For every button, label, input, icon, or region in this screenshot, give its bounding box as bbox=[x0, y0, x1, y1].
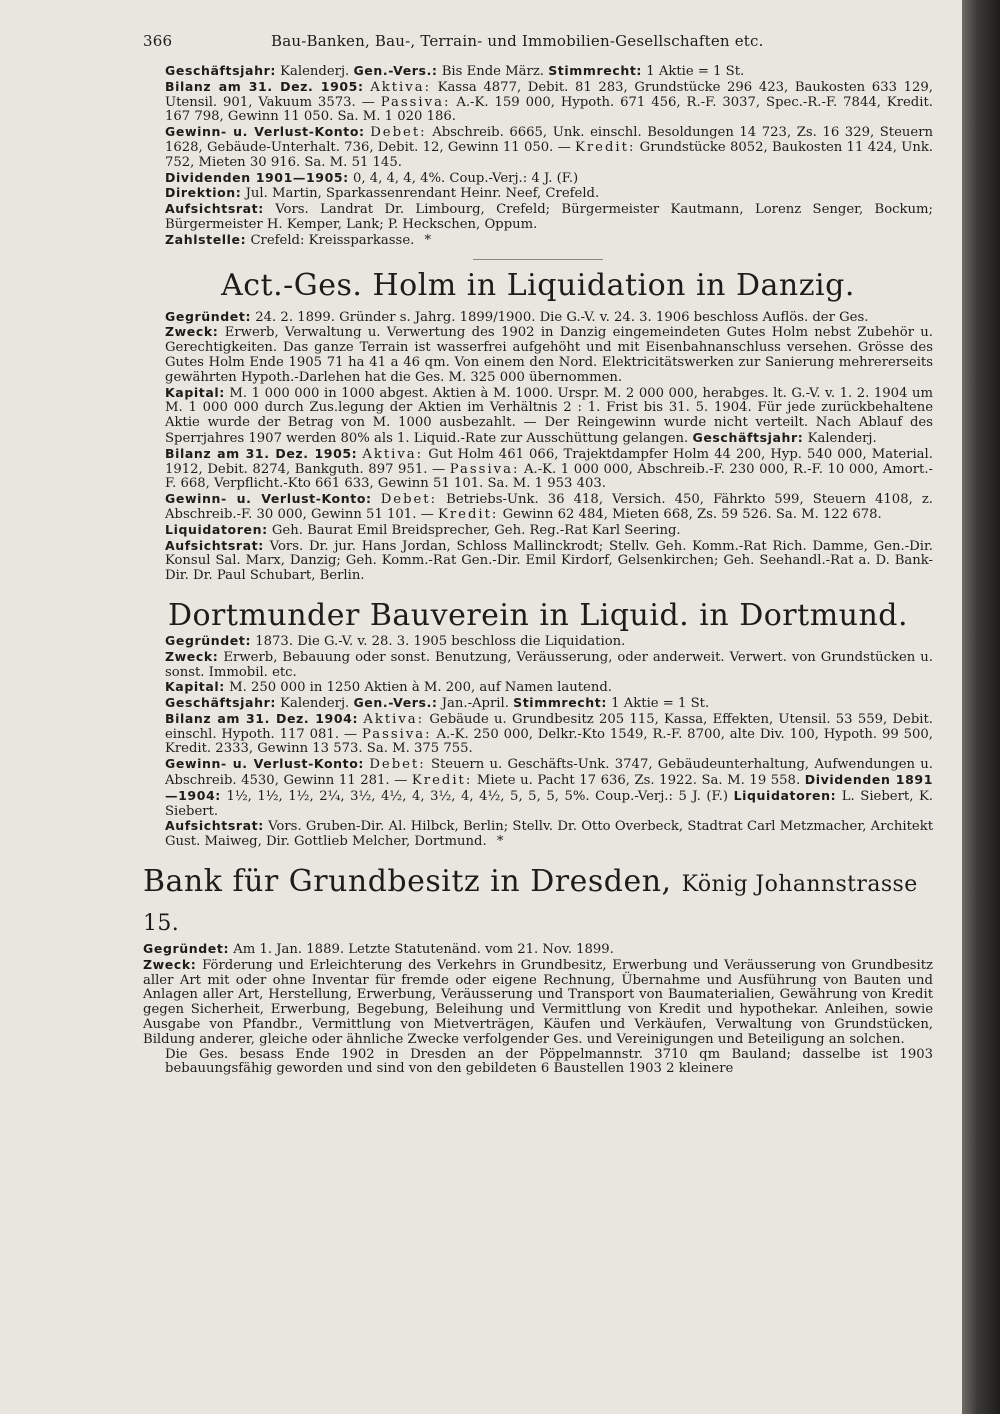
aufsichtsrat-paragraph: Aufsichtsrat: Vors. Dr. jur. Hans Jordan, Schloss Mallinckrodt; Stellv. Geh. Komm.-Rat Rich. Damme, Gen.-Dir. Konsul Sal. Marx, Danzig; Geh. Komm.-Rat Gen.-Dir. Emil Kirdorf, Gelsenkirchen; Geh. Seehandl.-Rat a. D. Bank-Dir. Dr. Paul Schubart, Berlin. bbox=[165, 537, 933, 584]
company-title bbox=[143, 864, 933, 942]
book-gutter-edge bbox=[962, 0, 1000, 1414]
geschaeftsjahr-line: Geschäftsjahr: Kalenderj. Gen.-Vers.: Jan.-April. Stimmrecht: 1 Aktie = 1 St. bbox=[165, 695, 710, 712]
geschaeftsjahr-line: Geschäftsjahr: Kalenderj. Gen.-Vers.: Bis Ende März. Stimmrecht: 1 Aktie = 1 St. bbox=[165, 63, 745, 79]
bilanz-paragraph: Bilanz am 31. Dez. 1905: Aktiva: Gut Holm 461 066, Trajektdampfer Holm 44 200, Hyp. 540 000, Material. 1912, Debit. 8274, Bankguth. 897 951. — Passiva: A.-K. 1 000 000, Abschreib.-F. 230 000, R.-F. 10 000, Amort.-F. 668, Verpflicht.-Kto 661 633, Gewinn 51 101. Sa. M. 1 953 403. bbox=[165, 445, 933, 492]
guv-paragraph: Gewinn- u. Verlust-Konto: Debet: Steuern u. Geschäfts-Unk. 3747, Gebäudeunterhaltung, Aufwendungen u. Abschreib. 4530, Gewinn 11 281. — Kredit: Miete u. Pacht 17 636, Zs. 1922. Sa. M. 19 558. Dividenden 1891—1904: 1½, 1½, 1½, 2¼, 3½, 4½, 4, 3½, 4, 4½, 5, 5, 5, 5%. Coup.-Verj.: 5 J. (F.) Liquidatoren: L. Siebert, K. Siebert. bbox=[165, 756, 933, 819]
liquidatoren-paragraph: Liquidatoren: Geh. Baurat Emil Breidsprecher, Geh. Reg.-Rat Karl Seering. bbox=[165, 521, 681, 538]
bilanz-paragraph: Bilanz am 31. Dez. 1905: Aktiva: Kassa 4877, Debit. 81 283, Grundstücke 296 423, Baukosten 633 129, Utensil. 901, Vakuum 3573. — Passiva: A.-K. 159 000, Hypoth. 671 456, R.-F. 3037, Spec.-R.-F. 7844, Kredit. 167 798, Gewinn 11 050. Sa. M. 1 020 186. bbox=[165, 78, 933, 125]
running-header bbox=[143, 34, 933, 64]
zweck-paragraph: Zweck: Förderung und Erleichterung des Verkehrs in Grundbesitz, Erwerbung und Veräusserung von Grundbesitz aller Art mit oder ohne Inventar für fremde oder eigene Rechnung, Übernahme und Ausführung von Bauten und Anlagen aller Art, Herstellung, Erwerbung, Veräusserung und Transport von Baumaterialien, Gewährung von Kredit gegen Sicherheit, Erwerbung, Begebung, Beleihung und Vermittlung von Kredit und hypothekar. Anleihen, sowie Ausgabe von Pfandbr., Vermittlung von Mietverträgen, Käufen und Verkäufen, Verwaltung von Grundstücken, Bildung anderer, gleiche oder ähnliche Zwecke verfolgender Ges. und Vereinigungen und Beteiligung an solchen. bbox=[143, 956, 933, 1047]
page-content bbox=[143, 34, 933, 1077]
entry-dortmunder-bauverein bbox=[143, 598, 933, 850]
company-address: König Johannstrasse 15. bbox=[143, 872, 918, 937]
page-number: 366 bbox=[143, 32, 173, 50]
kapital-paragraph: Kapital: M. 1 000 000 in 1000 abgest. Aktien à M. 1000. Urspr. M. 2 000 000, herabges. lt. G.-V. v. 1. 2. 1904 um M. 1 000 000 durch Zus.legung der Aktien im Verhältnis 2 : 1. Frist bis 31. 5. 1904. Für jede zurückbehaltene Aktie wurde der Betrag von M. 1000 ausbezahlt. — Der Reingewinn wurde nicht verteilt. Nach Ablauf des Sperrjahres 1907 werden 80% als 1. Liquid.-Rate zur Ausschüttung gelangen. Geschäftsjahr: Kalenderj. bbox=[165, 384, 933, 446]
zweck-paragraph: Zweck: Erwerb, Verwaltung u. Verwertung des 1902 in Danzig eingemeindeten Gutes Holm nebst Zubehör u. Gerechtigkeiten. Das ganze Terrain ist wasserfrei aufgehöht und mit Eisenbahnanschluss versehen. Grösse des Gutes Holm Ende 1905 71 ha 41 a 46 qm. Von einem den Nord. Elektricitätswerken zur Sanierung mehrererseits gewährten Hypoth.-Darlehen hat die Ges. M. 325 000 übernommen. bbox=[165, 324, 933, 385]
aufsichtsrat-paragraph: Aufsichtsrat: Vors. Landrat Dr. Limbourg, Crefeld; Bürgermeister Kautmann, Lorenz Senger, Bockum; Bürgermeister H. Kemper, Lank; P. Heckschen, Oppum. bbox=[165, 201, 933, 232]
guv-paragraph: Gewinn- u. Verlust-Konto: Debet: Betriebs-Unk. 36 418, Versich. 450, Fährkto 599, Steuern 4108, z. Abschreib.-F. 30 000, Gewinn 51 101. — Kredit: Gewinn 62 484, Mieten 668, Zs. 59 526. Sa. M. 122 678. bbox=[165, 491, 933, 522]
gegruendet-paragraph: Gegründet: 1873. Die G.-V. v. 28. 3. 1905 beschloss die Liquidation. bbox=[165, 632, 626, 649]
kapital-paragraph: Kapital: M. 250 000 in 1250 Aktien à M. 200, auf Namen lautend. bbox=[165, 679, 612, 696]
end-star: * bbox=[424, 232, 432, 248]
zweck-paragraph: Zweck: Erwerb, Bebauung oder sonst. Benutzung, Veräusserung, oder anderweit. Verwert. von Grundstücken u. sonst. Immobil. etc. bbox=[165, 648, 933, 680]
bilanz-paragraph: Bilanz am 31. Dez. 1904: Aktiva: Gebäude u. Grundbesitz 205 115, Kassa, Effekten, Utensil. 53 559, Debit. einschl. Hypoth. 117 081. — Passiva: A.-K. 250 000, Delkr.-Kto 1549, R.-F. 8700, alte Div. 100, Hypoth. 99 500, Kredit. 2333, Gewinn 13 573. Sa. M. 375 755. bbox=[165, 710, 933, 757]
zahlstelle-paragraph: Zahlstelle: Crefeld: Kreissparkasse. * bbox=[165, 231, 432, 248]
running-title: Bau-Banken, Bau-, Terrain- und Immobilien-Gesellschaften etc. bbox=[271, 32, 764, 50]
entry-holm-danzig bbox=[143, 268, 933, 584]
aufsichtsrat-paragraph: Aufsichtsrat: Vors. Gruben-Dir. Al. Hilbck, Berlin; Stellv. Dr. Otto Overbeck, Stadtrat Carl Metzmacher, Architekt Gust. Maiweg, Dir. Gottlieb Melcher, Dortmund. * bbox=[165, 818, 933, 850]
company-title: Dortmunder Bauverein in Liquid. in Dortmund. bbox=[167, 597, 909, 633]
entry-crefeld-continued bbox=[143, 64, 933, 249]
entry-bank-fuer-grundbesitz bbox=[143, 864, 933, 1077]
company-title: Act.-Ges. Holm in Liquidation in Danzig. bbox=[221, 267, 855, 303]
company-name: Bank für Grundbesitz in Dresden, bbox=[143, 864, 672, 900]
guv-paragraph: Gewinn- u. Verlust-Konto: Debet: Abschreib. 6665, Unk. einschl. Besoldungen 14 723, Zs. 16 329, Steuern 1628, Gebäude-Unterhalt. 736, Debit. 12, Gewinn 11 050. — Kredit: Grundstücke 8052, Baukosten 11 424, Unk. 752, Mieten 30 916. Sa. M. 51 145. bbox=[165, 124, 933, 170]
dividenden-paragraph: Dividenden 1901—1905: 0, 4, 4, 4, 4%. Coup.-Verj.: 4 J. (F.) bbox=[165, 169, 579, 186]
end-star: * bbox=[496, 834, 504, 850]
direktion-paragraph: Direktion: Jul. Martin, Sparkassenrendant Heinr. Neef, Crefeld. bbox=[165, 185, 600, 202]
entry-separator bbox=[473, 259, 603, 260]
text-paragraph: Die Ges. besass Ende 1902 in Dresden an der Pöppelmannstr. 3710 qm Bauland; dasselbe ist 1903 bebauungsfähig geworden und sind von den gebildeten 6 Baustellen 1903 2 kleinere bbox=[165, 1046, 933, 1077]
gegruendet-paragraph: Gegründet: 24. 2. 1899. Gründer s. Jahrg. 1899/1900. Die G.-V. v. 24. 3. 1906 beschloss Auflös. der Ges. bbox=[165, 308, 869, 325]
gegruendet-paragraph: Gegründet: Am 1. Jan. 1889. Letzte Statutenänd. vom 21. Nov. 1899. bbox=[143, 941, 614, 958]
